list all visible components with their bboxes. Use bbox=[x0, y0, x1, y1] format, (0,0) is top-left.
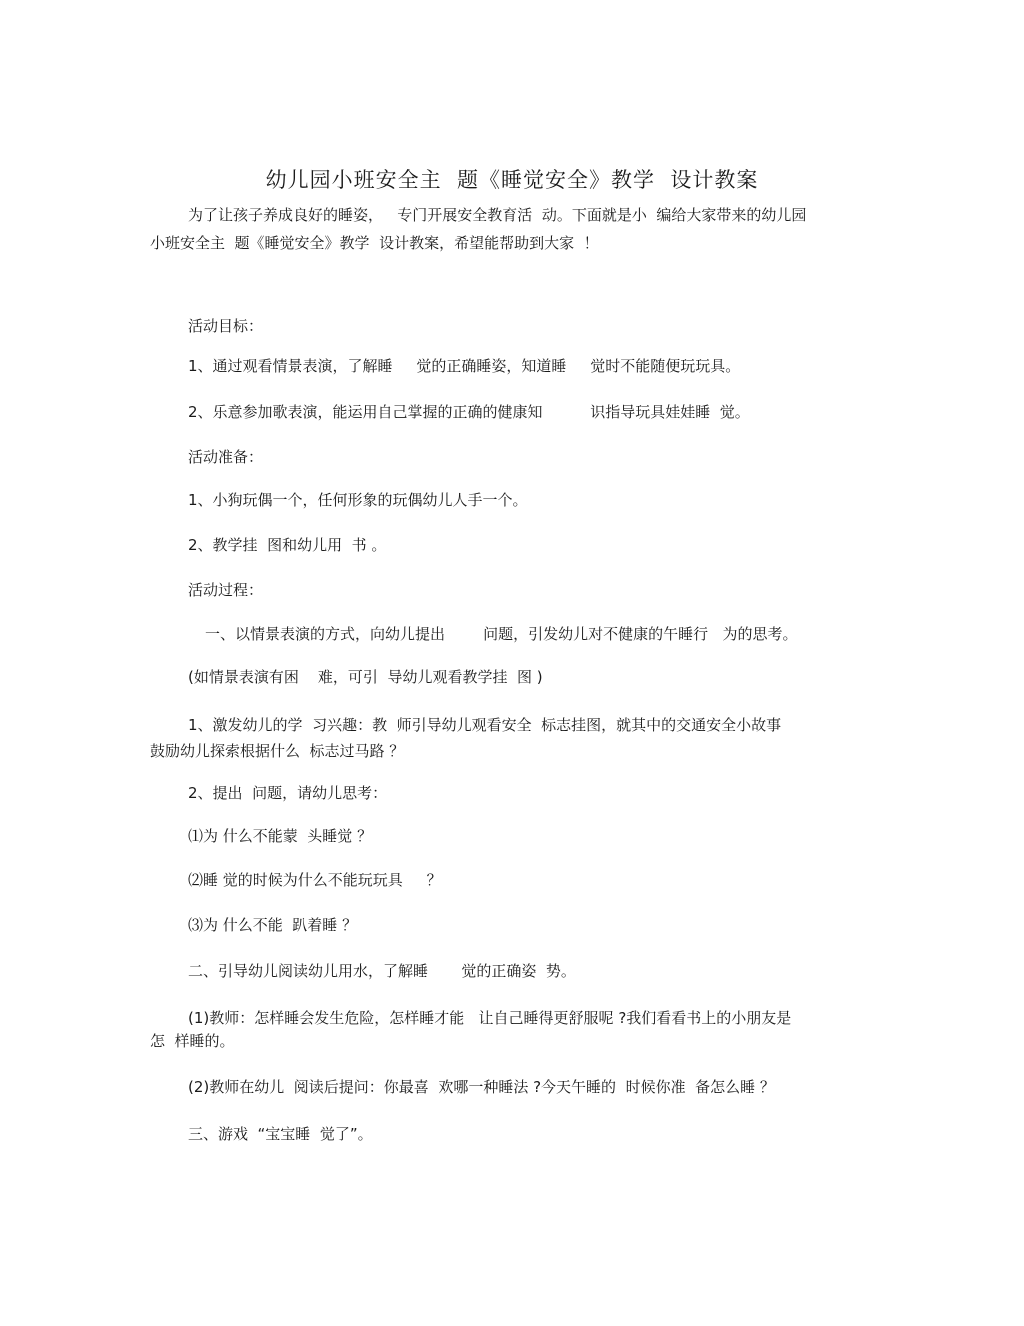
section-heading: 活动过程： bbox=[188, 581, 264, 599]
intro-line: 小班安全主 题《睡觉安全》教学 设计教案，希望能帮助到大家 ！ bbox=[150, 234, 599, 252]
paragraph-line: (2)教师在幼儿 阅读后提问：你最喜 欢哪一种睡法 ?今天午睡的 时候你准 备怎么睡 ？ bbox=[188, 1078, 775, 1096]
paragraph-line: (1)教师：怎样睡会发生危险，怎样睡才能 让自己睡得更舒服呢 ?我们看看书上的小朋友是 bbox=[188, 1009, 792, 1027]
question-line: ⑵睡 觉的时候为什么不能玩玩具 ？ bbox=[188, 871, 442, 889]
paragraph-line: 2、教学挂 图和幼儿用 书 。 bbox=[188, 536, 387, 554]
paragraph-line: 鼓励幼儿探索根据什么 标志过马路 ？ bbox=[150, 742, 405, 760]
paragraph-line: 1、小狗玩偶一个，任何形象的玩偶幼儿人手一个。 bbox=[188, 491, 528, 509]
paragraph-line: 一、以情景表演的方式，向幼儿提出 问题，引发幼儿对不健康的午睡行 为的思考。 bbox=[205, 625, 798, 643]
question-line: ⑴为 什么不能蒙 头睡觉 ？ bbox=[188, 827, 373, 845]
paragraph-line: 三、游戏 “宝宝睡 觉了”。 bbox=[188, 1125, 373, 1143]
paragraph-line: 1、通过观看情景表演，了解睡 觉的正确睡姿，知道睡 觉时不能随便玩玩具。 bbox=[188, 357, 741, 375]
section-heading: 活动准备： bbox=[188, 448, 264, 466]
document-title: 幼儿园小班安全主 题《睡觉安全》教学 设计教案 bbox=[265, 168, 759, 192]
paragraph-line: 1、激发幼儿的学 习兴趣：教 师引导幼儿观看安全 标志挂图，就其中的交通安全小故事 bbox=[188, 716, 782, 734]
paragraph-line: (如情景表演有困 难，可引 导幼儿观看教学挂 图 ) bbox=[188, 668, 543, 686]
paragraph-line: 2、乐意参加歌表演，能运用自己掌握的正确的健康知 识指导玩具娃娃睡 觉。 bbox=[188, 403, 750, 421]
paragraph-line: 二、引导幼儿阅读幼儿用水，了解睡 觉的正确姿 势。 bbox=[188, 962, 576, 980]
paragraph-line: 怎 样睡的。 bbox=[150, 1032, 235, 1050]
paragraph-line: 2、提出 问题，请幼儿思考： bbox=[188, 784, 388, 802]
question-line: ⑶为 什么不能 趴着睡 ？ bbox=[188, 916, 358, 934]
section-heading: 活动目标： bbox=[188, 317, 264, 335]
intro-line: 为了让孩子养成良好的睡姿， 专门开展安全教育活 动。下面就是小 编给大家带来的幼儿园 bbox=[188, 206, 807, 224]
